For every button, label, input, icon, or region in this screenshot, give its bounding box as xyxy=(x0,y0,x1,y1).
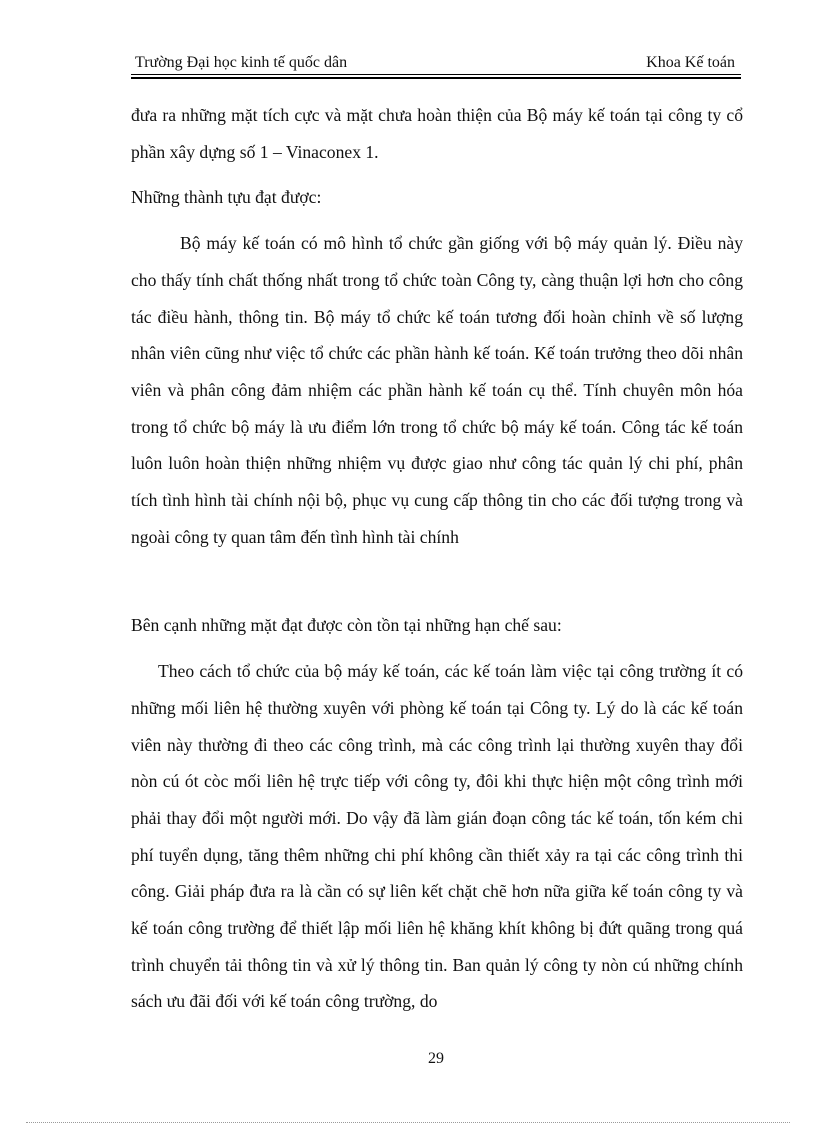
paragraph-achievements: Bộ máy kế toán có mô hình tổ chức gần giống với bộ máy quản lý. Điều này cho thấy tính chất thống nhất trong tổ chức toàn Công ty, càng thuận lợi hơn cho công tác điều hành, thông tin. Bộ máy tổ chức kế toán tương đối hoàn chỉnh về số lượng nhân viên cũng như việc tổ chức các phần hành kế toán. Kế toán trưởng theo dõi nhân viên và phân công đảm nhiệm các phần hành kế toán cụ thể. Tính chuyên môn hóa trong tổ chức bộ máy là ưu điểm lớn trong tổ chức bộ máy kế toán. Công tác kế toán luôn luôn hoàn thiện những nhiệm vụ được giao như công tác quản lý chi phí, phân tích tình hình tài chính nội bộ, phục vụ cung cấp thông tin cho các đối tượng trong và ngoài công ty quan tâm đến tình hình tài chính xyxy=(131,233,743,547)
paragraph-intro: đưa ra những mặt tích cực và mặt chưa hoàn thiện của Bộ máy kế toán tại công ty cổ phần xây dựng số 1 – Vinaconex 1. xyxy=(131,105,743,162)
paragraph-limitations-heading: Bên cạnh những mặt đạt được còn tồn tại những hạn chế sau: xyxy=(131,615,562,636)
page-body xyxy=(131,97,743,1020)
paragraph-limitations: Theo cách tổ chức của bộ máy kế toán, các kế toán làm việc tại công trường ít có những mối liên hệ thường xuyên với phòng kế toán tại Công ty. Lý do là các kế toán viên này thường đi theo các công trình, mà các công trình lại thường xuyên thay đổi nòn cú ót còc mối liên hệ trực tiếp với công ty, đôi khi thực hiện một công trình mới phải thay đổi một người mới. Do vậy đã làm gián đoạn công tác kế toán, tốn kém chi phí tuyển dụng, tăng thêm những chi phí không cần thiết xảy ra tại các công trình thi công. Giải pháp đưa ra là cần có sự liên kết chặt chẽ hơn nữa giữa kế toán công ty và kế toán công trường để thiết lập mối liên hệ khăng khít không bị đứt quãng trong quá trình chuyển tải thông tin và xử lý thông tin. Ban quản lý công ty nòn cú những chính sách ưu đãi đối với kế toán công trường, do xyxy=(131,661,743,1012)
paragraph-achievements-heading: Những thành tựu đạt được: xyxy=(131,187,322,208)
header-rules xyxy=(131,0,741,80)
header-department: Khoa Kế toán xyxy=(646,54,735,71)
header-school-name: Trường Đại học kinh tế quốc dân xyxy=(135,54,348,71)
page-number: 29 xyxy=(428,1050,444,1067)
header-rule-thick xyxy=(131,77,741,79)
header-rule-thin xyxy=(131,74,741,75)
